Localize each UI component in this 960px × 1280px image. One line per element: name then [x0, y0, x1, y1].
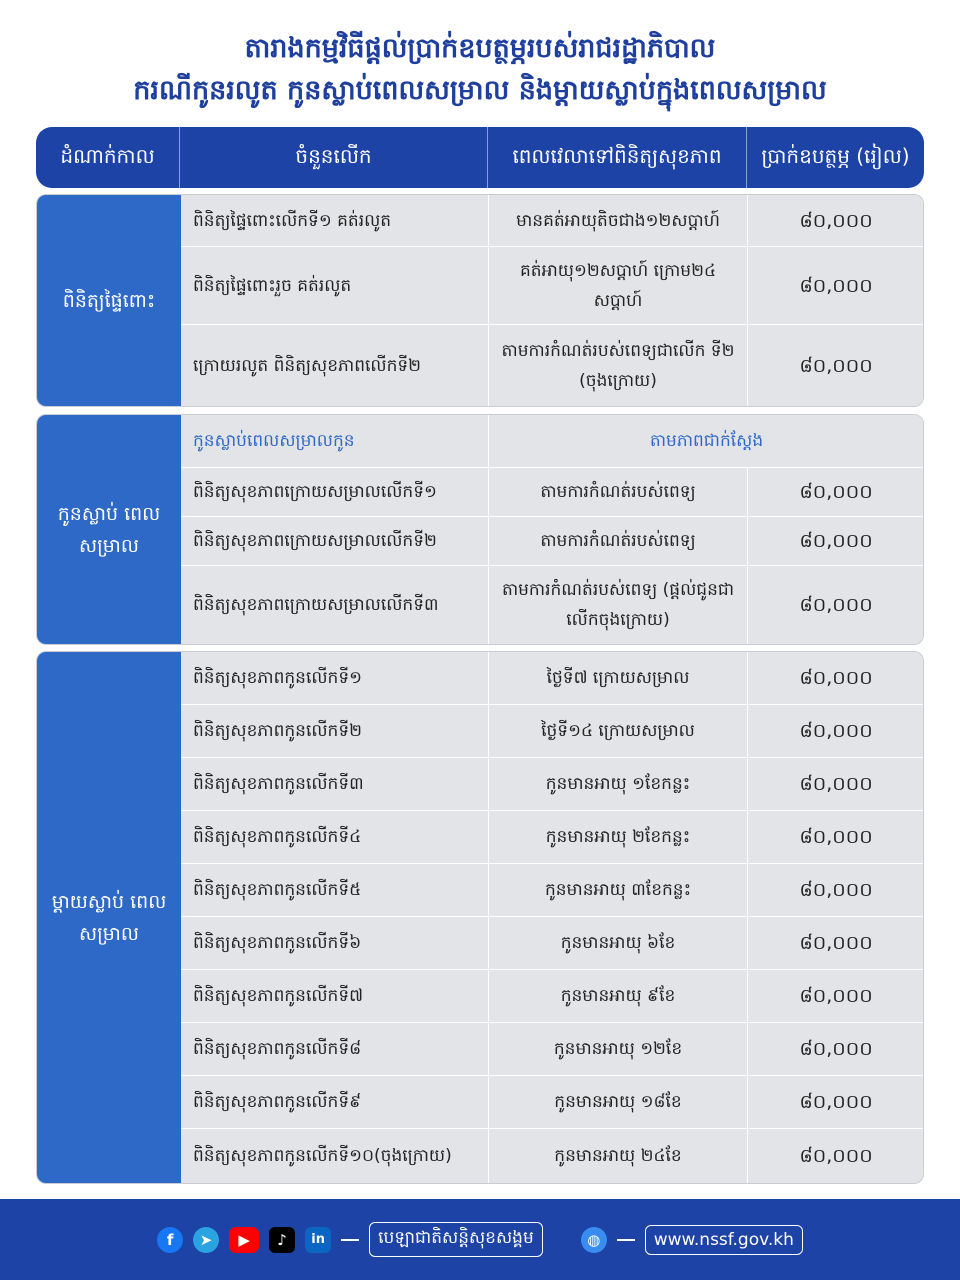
cell-visit: តាមការកំណត់របស់ពេទ្យជាលើក ទី២ (ចុងក្រោយ): [489, 325, 748, 406]
linkedin-icon[interactable]: in: [305, 1227, 331, 1253]
cell-amount: ៨០,០០០: [799, 209, 873, 232]
website-link[interactable]: www.nssf.gov.kh: [645, 1225, 803, 1255]
table-row: [181, 1023, 924, 1076]
title-line-2: ករណីកូនរលូត កូនស្លាប់ពេលសម្រាល និងម្តាយស្លាប់ក្នុងពេលសម្រាល: [133, 75, 827, 106]
cell-visit: កូនមានអាយុ ២៤ខែ: [489, 1129, 748, 1183]
group-label: ពិនិត្យផ្ទៃពោះ: [37, 195, 181, 406]
table-row: [181, 195, 924, 247]
cell-visit: កូនមានអាយុ ៣ខែកន្លះ: [489, 864, 748, 916]
cell-visit: កូនមានអាយុ ៩ខែ: [489, 970, 748, 1022]
cell-amount: ៨០,០០០: [799, 985, 873, 1007]
cell-visit: កូនមានអាយុ ២ខែកន្លះ: [489, 811, 748, 863]
subheader-times: កូនស្លាប់ពេលសម្រាលកូន: [181, 415, 489, 467]
cell-visit: កូនមានអាយុ ១ខែកន្លះ: [489, 758, 748, 810]
cell-times: ពិនិត្យសុខភាពកូនលើកទី១០(ចុងក្រោយ): [181, 1129, 489, 1183]
cell-times: ពិនិត្យសុខភាពក្រោយសម្រាលលើកទី១: [181, 468, 489, 516]
table-row: [181, 468, 924, 517]
cell-times: ពិនិត្យផ្ទៃពោះលើកទី១ គត់រលូត: [181, 195, 489, 246]
group-label: កូនស្លាប់ ពេលសម្រាល: [37, 415, 181, 644]
cell-times: ពិនិត្យសុខភាពកូនលើកទី៤: [181, 811, 489, 863]
cell-visit: ថ្ងៃទី៧ ក្រោយសម្រាល: [489, 652, 748, 704]
table-row: [181, 566, 924, 644]
group-stillbirth: [36, 414, 924, 645]
header-visit-time: ពេលវេលាទៅពិនិត្យសុខភាព: [488, 127, 747, 188]
table-subheader: [181, 415, 924, 468]
cell-amount: ៨០,០០០: [799, 530, 873, 552]
cell-amount: ៨០,០០០: [799, 594, 873, 616]
cell-times: ពិនិត្យសុខភាពកូនលើកទី៨: [181, 1023, 489, 1075]
header-times: ចំនួនលើក: [180, 127, 488, 188]
subheader-visit: តាមភាពជាក់ស្តែង: [649, 431, 764, 451]
cell-visit: ថ្ងៃទី១៤ ក្រោយសម្រាល: [489, 705, 748, 757]
table-row: [181, 325, 924, 406]
telegram-icon[interactable]: ➤: [193, 1227, 219, 1253]
cell-visit: កូនមានអាយុ ៦ខែ: [489, 917, 748, 969]
table-row: [181, 758, 924, 811]
table-row: [181, 517, 924, 566]
table-row: [181, 652, 924, 705]
tiktok-icon[interactable]: ♪: [269, 1227, 295, 1253]
page-title: [0, 28, 960, 112]
cell-amount: ៨០,០០០: [799, 1091, 873, 1113]
cell-amount: ៨០,០០០: [799, 773, 873, 795]
divider-line: [617, 1239, 635, 1241]
cell-times: ពិនិត្យសុខភាពកូនលើកទី៧: [181, 970, 489, 1022]
table-row: [181, 917, 924, 970]
group-prenatal: [36, 194, 924, 407]
cell-times: ពិនិត្យសុខភាពកូនលើកទី២: [181, 705, 489, 757]
cell-visit: តាមការកំណត់របស់ពេទ្យ: [489, 517, 748, 565]
cell-times: ក្រោយរលូត ពិនិត្យសុខភាពលើកទី២: [181, 325, 489, 406]
cell-times: ពិនិត្យសុខភាពកូនលើកទី៣: [181, 758, 489, 810]
cell-amount: ៨០,០០០: [799, 720, 873, 742]
org-name-label: បេឡាជាតិសន្តិសុខសង្គម: [369, 1222, 543, 1257]
table-row: [181, 811, 924, 864]
cell-visit: កូនមានអាយុ ១២ខែ: [489, 1023, 748, 1075]
cell-amount: ៨០,០០០: [799, 932, 873, 954]
cell-times: ពិនិត្យសុខភាពក្រោយសម្រាលលើកទី៣: [181, 566, 489, 644]
cell-visit: តាមការកំណត់របស់ពេទ្យ (ផ្តល់ជូនជាលើកចុងក្រោយ): [489, 566, 748, 644]
cell-amount: ៨០,០០០: [799, 826, 873, 848]
table-row: [181, 864, 924, 917]
cell-amount: ៨០,០០០: [799, 1038, 873, 1060]
cell-amount: ៨០,០០០: [799, 354, 873, 377]
group-label: ម្តាយស្លាប់ ពេលសម្រាល: [37, 652, 181, 1183]
cell-visit: គត់អាយុ១២សប្តាហ៍ ក្រោម២៤ សប្តាហ៍: [489, 247, 748, 324]
title-line-1: តារាងកម្មវិធីផ្តល់ប្រាក់ឧបត្ថម្ភរបស់រាជរដ្ឋាភិបាល: [244, 33, 716, 64]
globe-icon[interactable]: ◍: [581, 1227, 607, 1253]
table-row: [181, 1129, 924, 1183]
cell-times: ពិនិត្យសុខភាពកូនលើកទី៦: [181, 917, 489, 969]
cell-amount: ៨០,០០០: [799, 274, 873, 297]
table-row: [181, 1076, 924, 1129]
divider-line: [341, 1239, 359, 1241]
cell-times: ពិនិត្យសុខភាពកូនលើកទី៥: [181, 864, 489, 916]
header-allowance: ប្រាក់ឧបត្ថម្ភ (រៀល): [761, 143, 910, 168]
youtube-icon[interactable]: ▶: [229, 1227, 259, 1253]
facebook-icon[interactable]: f: [157, 1227, 183, 1253]
table-header: [36, 127, 924, 188]
cell-amount: ៨០,០០០: [799, 879, 873, 901]
cell-amount: ៨០,០០០: [799, 1145, 873, 1167]
cell-times: ពិនិត្យផ្ទៃពោះរួច គត់រលូត: [181, 247, 489, 324]
cell-visit: តាមការកំណត់របស់ពេទ្យ: [489, 468, 748, 516]
table-row: [181, 705, 924, 758]
group-maternal-death: [36, 651, 924, 1184]
table-row: [181, 247, 924, 325]
cell-amount: ៨០,០០០: [799, 667, 873, 689]
cell-visit: កូនមានអាយុ ១៨ខែ: [489, 1076, 748, 1128]
cell-times: ពិនិត្យសុខភាពកូនលើកទី៩: [181, 1076, 489, 1128]
cell-visit: មានគត់អាយុតិចជាង១២សប្តាហ៍: [489, 195, 748, 246]
cell-times: ពិនិត្យសុខភាពក្រោយសម្រាលលើកទី២: [181, 517, 489, 565]
cell-times: ពិនិត្យសុខភាពកូនលើកទី១: [181, 652, 489, 704]
header-stage: ដំណាក់កាល: [36, 127, 180, 188]
cell-amount: ៨០,០០០: [799, 481, 873, 503]
footer-bar: [0, 1199, 960, 1280]
table-row: [181, 970, 924, 1023]
